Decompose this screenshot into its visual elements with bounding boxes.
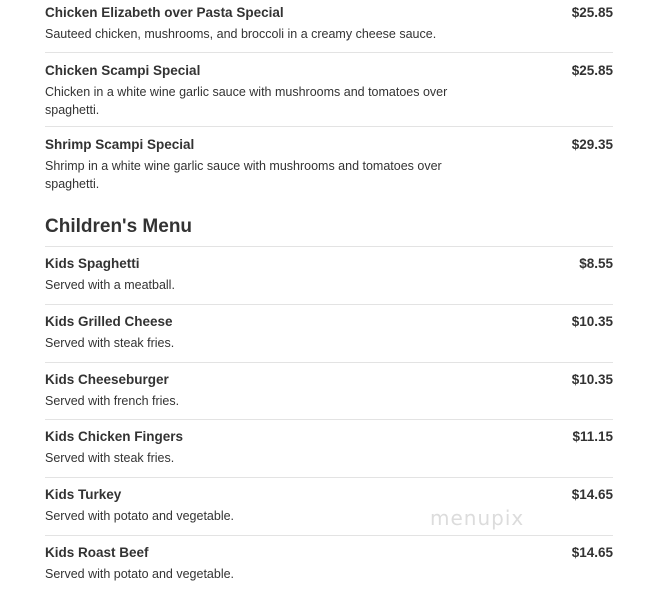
item-name: Kids Roast Beef: [45, 545, 149, 560]
item-price: $29.35: [571, 137, 613, 152]
item-description: Served with french fries.: [45, 394, 180, 408]
item-name: Kids Spaghetti: [45, 256, 140, 271]
item-description: Served with steak fries.: [45, 451, 175, 465]
item-description: Sauteed chicken, mushrooms, and broccoli in a creamy cheese sauce.: [45, 27, 437, 41]
menu-item: [45, 53, 613, 127]
item-description: Served with potato and vegetable.: [45, 567, 235, 581]
watermark-logo: menupix: [430, 506, 525, 530]
menu-item: [45, 420, 613, 478]
item-description: Served with a meatball.: [45, 278, 175, 292]
item-price: $25.85: [571, 5, 613, 20]
menu-item: [45, 478, 613, 536]
item-price: $10.35: [571, 372, 613, 387]
item-price: $8.55: [579, 256, 613, 271]
item-price: $10.35: [571, 314, 613, 329]
item-name: Kids Turkey: [45, 487, 122, 502]
item-description: Served with potato and vegetable.: [45, 509, 235, 523]
item-name: Kids Cheeseburger: [45, 372, 169, 387]
item-name: Chicken Elizabeth over Pasta Special: [45, 5, 284, 20]
item-price: $14.65: [571, 545, 613, 560]
item-description: Shrimp in a white wine garlic sauce with mushrooms and tomatoes over spaghetti.: [45, 159, 442, 191]
item-description: Chicken in a white wine garlic sauce with mushrooms and tomatoes over spaghetti.: [45, 85, 448, 117]
item-description: Served with steak fries.: [45, 336, 175, 350]
menu-item: [45, 305, 613, 363]
menu-item: [45, 127, 613, 209]
menu-item: [45, 536, 613, 588]
item-name: Shrimp Scampi Special: [45, 137, 195, 152]
item-price: $11.15: [572, 429, 613, 444]
menu-item: [45, 247, 613, 305]
menu-item: [45, 363, 613, 420]
section-title: Children's Menu: [45, 209, 613, 247]
item-name: Kids Chicken Fingers: [45, 429, 184, 444]
item-price: $14.65: [571, 487, 613, 502]
item-name: Kids Grilled Cheese: [45, 314, 173, 329]
item-name: Chicken Scampi Special: [45, 63, 201, 78]
menu-list: [45, 0, 613, 588]
menu-item: [45, 0, 613, 53]
item-price: $25.85: [571, 63, 613, 78]
